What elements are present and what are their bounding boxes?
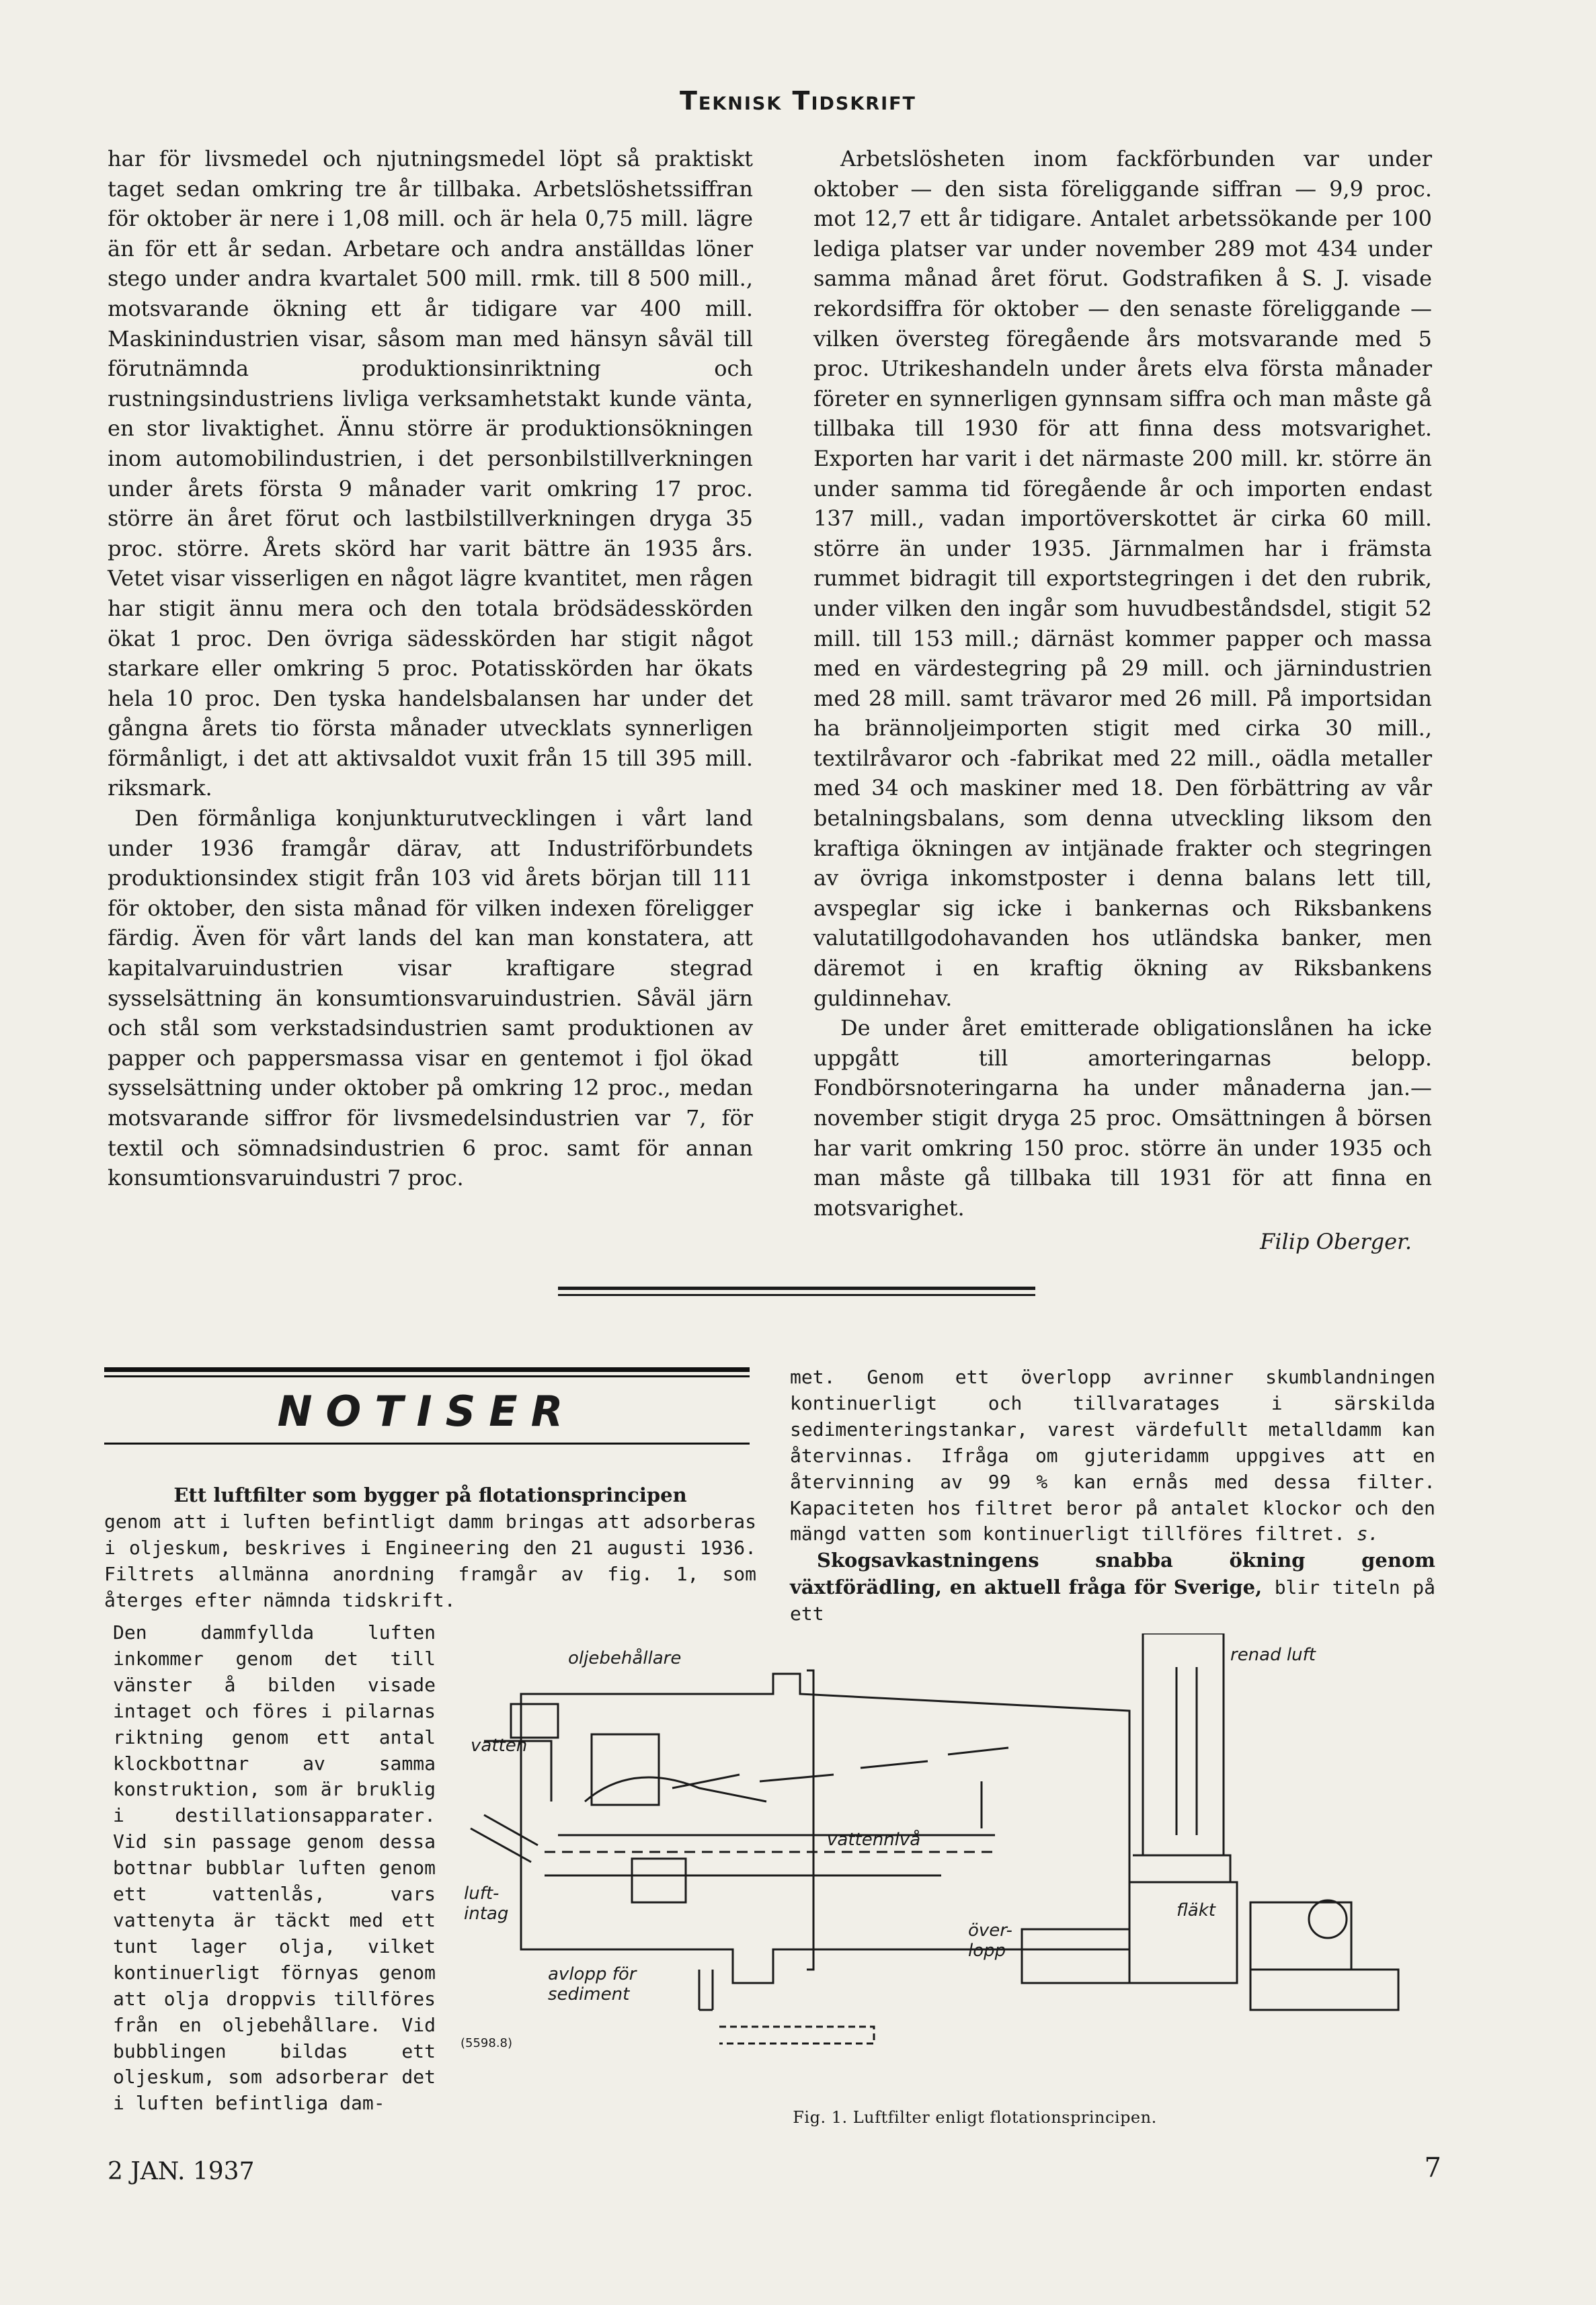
airflow-arrows-upper: [672, 1748, 1008, 1788]
overflow-box: [1022, 1929, 1129, 1983]
article-paragraph: Arbetslösheten inom fackförbunden var under oktober — den sista föreliggande siffran — 9,9 proc. mot 12,7 ett år tidigare. Antalet arbetssökande per 100 lediga platser var under november 289 mot 434 under samma månad året förut. Godstrafiken å S. J. visade rekordsiffra för oktober — den senaste föreliggande — vilken översteg föregående års motsvarande med 5 proc. Utrikeshandeln under årets elva första månader företer en synnerligen gynnsam siffra och man måste gå tillbaka till 1930 för att finna dess motsvarighet. Exporten har varit i det närmaste 200 mill. kr. större än under samma tid föregående år och importen endast 137 mill., vadan importöverskottet är cirka 60 mill. större än under 1935. Järnmalmen har i främsta rummet bidragit till exportstegringen i det den rubrik, under vilken den ingår som huvudbeståndsdel, stigit 52 mill. till 153 mill.; därnäst kommer papper och massa med en värdestegring på 29 mill. och järnindustrien med 28 mill. samt trävaror med 26 mill. På importsidan ha brännoljeimporten stigit med cirka 30 mill., textilråvaror och -fabrikat med 22 mill., oädla metaller med 34 och maskiner med 18. Den förbättring av vår betalningsbalans, som denna utveckling liksom den kraftiga ökningen av intjänade frakter och stegringen av övriga inkomstposter i denna balans lett till, avspeglar sig icke i bankernas och Riksbankens valutatillgodohavanden hos utländska banker, men däremot i en kraftig ökning av Riksbankens guldinnehav.: [813, 146, 1432, 1011]
journal-header: Teknisk Tidskrift: [680, 86, 916, 116]
label-oil-tank: oljebehållare: [568, 1648, 682, 1668]
article-paragraph: har för livsmedel och njutningsmedel löpt så praktiskt taget sedan omkring tre år tillbaka. Arbetslöshetssiffran för oktober är nere i 1,08 mill. och är hela 0,75 mill. lägre än för ett år sedan. Arbetare och andra anställdas löner stego under andra kvartalet 500 mill. rmk. till 8 500 mill., motsvarande ökning ett år tidigare var 400 mill. Maskinindustrien visar, såsom man med hänsyn såväl till förutnämnda produktionsinriktning och rustningsindustriens livliga verksamhetstakt kunde vänta, en stor livaktighet. Ännu större är produktionsökningen inom automobilindustrien, i det personbilstillverkningen under årets första 9 månader varit omkring 17 proc. större än året förut och lastbilstillverkningen dryga 35 proc. större. Årets skörd har varit bättre än 1935 års. Vetet visar visserligen en något lägre kvantitet, men rågen har stigit ännu mera och den totala brödsädesskörden ökat 1 proc. Den övriga sädesskörden har stigit något starkare eller omkring 5 proc. Potatisskörden har ökats hela 10 proc. Den tyska handelsbalansen har under det gångna årets tio första månader utvecklats synnerligen förmånligt, i det att aktivsaldot vuxit från 15 till 395 mill. riksmark.: [108, 146, 753, 801]
heading-rule-thick: [104, 1367, 750, 1372]
article-paragraph: De under året emitterade obligationslånen ha icke uppgått till amorteringarnas belopp. Fondbörsnoteringarna ha under månaderna jan.—november stigit dryga 25 proc. Omsättningen å börsen har varit omkring 150 proc. större än under 1935 och man måste gå tillbaka till 1931 för att finna en motsvarighet.: [813, 1015, 1432, 1221]
notis-lead: [104, 1482, 756, 1509]
article-paragraph: Den förmånliga konjunkturutvecklingen i vårt land under 1936 framgår därav, att Industriförbundets produktionsindex stigit från 103 vid årets början till 111 för oktober, den sista månad för vilken indexen föreligger färdig. Även för vårt lands del kan man konstatera, att kapitalvaruindustrien visar kraftigare stegrad sysselsättning än konsumtionsvaruindustrien. Såväl järn och stål som verkstadsindustrien samt produktionen av papper och pappersmassa visar en gentemot i fjol ökad sysselsättning under oktober på omkring 12 proc., medan motsvarande siffror för livsmedelsindustrien var 7, för textil och sömnadsindustrien 6 proc. samt för annan konsumtionsvaruindustri 7 proc.: [108, 805, 753, 1191]
label-overflow-2: lopp: [968, 1941, 1006, 1961]
notiser-heading-block: [104, 1367, 750, 1445]
divider-rule-thick: [558, 1287, 1035, 1290]
motor-shape: [1309, 1900, 1347, 1938]
notis2-paragraph: [790, 1547, 1435, 1627]
motor-foundation: [1250, 1970, 1398, 2010]
exhaust-stack: [1143, 1633, 1224, 1855]
label-clean-air: renad luft: [1230, 1645, 1316, 1665]
heading-rule-bottom: [104, 1443, 750, 1445]
notis-text-wide: genom att i luften befintligt damm bringas att adsorberas i oljeskum, beskrives i Engineering den 21 augusti 1936. Filtrets allmänna anordning framgår av fig. 1, som återges efter nämnda tidskrift.: [104, 1510, 756, 1611]
divider-rule-thin: [558, 1294, 1035, 1296]
label-air-intake-2: intag: [464, 1904, 509, 1924]
label-drain-2: sediment: [548, 1984, 630, 2005]
notiser-heading: NOTISER: [277, 1387, 577, 1436]
page-number: 7: [1424, 2152, 1441, 2183]
article-column-right: [813, 144, 1432, 1257]
tank-outline: [521, 1674, 1129, 1983]
notis-intro: [104, 1482, 756, 1614]
article-column-left: [108, 144, 753, 1193]
flotation-filter-diagram: [457, 1633, 1466, 2077]
label-fan: fläkt: [1176, 1900, 1215, 1920]
label-overflow-1: över-: [968, 1920, 1012, 1941]
notis2-text: blir titeln på ett: [790, 1576, 1435, 1625]
sediment-outlet: [719, 2027, 874, 2044]
tank-flange: [807, 1670, 813, 1970]
notis-lead-text: Ett luftfilter som bygger på flotationsprincipen: [173, 1484, 687, 1506]
air-intake-duct: [471, 1815, 538, 1862]
label-water-level: vattennivå: [827, 1830, 921, 1850]
label-water: vatten: [471, 1736, 528, 1756]
heading-rule-thin: [104, 1375, 750, 1377]
airflow-arrow: [585, 1777, 766, 1802]
fan-housing: [1129, 1882, 1237, 1983]
stack-base: [1133, 1855, 1230, 1882]
figure-caption: Fig. 1. Luftfilter enligt flotationsprincipen.: [793, 2108, 1157, 2127]
figure-plate-number: (5598.8): [461, 2036, 513, 2050]
notis-text-narrow: Den dammfyllda luften inkommer genom det till vänster å bilden visade intaget och föres i pilarnas riktning genom ett antal klockbottnar av samma konstruktion, som är bruklig i destillationsapparater. Vid sin passage genom dessa bottnar bubblar luften genom ett vattenlås, vars vattenyta är täckt med ett tunt lager olja, vilket kontinuerligt förnyas genom att olja droppvis tillföres från en oljebehållare. Vid bubblingen bildas ett oljeskum, som adsorberar det i luften befintliga dam-: [113, 1621, 436, 2115]
notis-continued-text: [790, 1365, 1435, 1547]
intake-window: [632, 1859, 686, 1902]
section-divider: [558, 1287, 1035, 1296]
drain-pipe: [699, 1970, 713, 2010]
footer-date: 2 JAN. 1937: [108, 2158, 255, 2185]
article-signature: Filip Oberger.: [1260, 1229, 1412, 1255]
notis-column-right: [790, 1365, 1435, 1627]
label-drain-1: avlopp för: [548, 1964, 637, 1984]
inspection-window: [592, 1734, 659, 1805]
oil-tank-shape: [511, 1704, 558, 1738]
label-air-intake-1: luft-: [464, 1884, 500, 1904]
airflow-arrows-vertical: [982, 1667, 1197, 1835]
notis-signature: s.: [1356, 1523, 1380, 1545]
notis2-lead: Skogsavkastningens snabba ökning genom växtförädling, en aktuell fråga för Sverige,: [790, 1549, 1435, 1599]
notis-continued-body: met. Genom ett överlopp avrinner skumblandningen kontinuerligt och tillvaratages i särskilda sedimenteringstankar, varest värdefullt metalldamm kan återvinnas. Ifråga om gjuteridamm uppgives att en återvinning av 99 % kan ernås med dessa filter. Kapaciteten hos filtret beror på antalet klockor och den mängd vatten som kontinuerligt tillföres filtret.: [790, 1366, 1435, 1545]
